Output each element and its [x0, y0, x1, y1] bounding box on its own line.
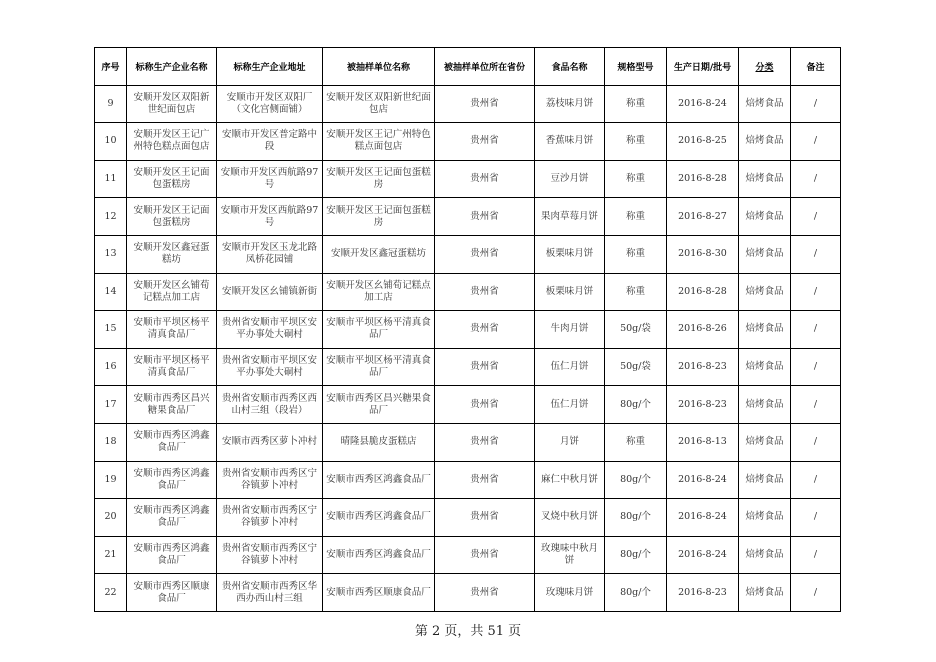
- cell-category: 焙烤食品: [739, 499, 791, 537]
- cell-address: 安顺市西秀区萝卜冲村: [217, 423, 323, 461]
- cell-province: 贵州省: [435, 123, 535, 161]
- cell-date: 2016-8-28: [667, 273, 739, 311]
- cell-sampled-unit: 安顺市平坝区杨平清真食品厂: [323, 311, 435, 349]
- cell-date: 2016-8-24: [667, 461, 739, 499]
- cell-manufacturer: 安顺市西秀区昌兴糖果食品厂: [127, 386, 217, 424]
- cell-note: /: [791, 198, 841, 236]
- cell-no: 11: [95, 160, 127, 198]
- cell-manufacturer: 安顺市西秀区鸿鑫食品厂: [127, 499, 217, 537]
- cell-sampled-unit: 安顺市西秀区鸿鑫食品厂: [323, 499, 435, 537]
- cell-spec: 80g/个: [605, 386, 667, 424]
- cell-food: 板栗味月饼: [535, 273, 605, 311]
- header-category: 分类: [739, 48, 791, 86]
- sampling-table-container: [94, 47, 840, 612]
- table-row: [95, 273, 841, 311]
- cell-province: 贵州省: [435, 423, 535, 461]
- table-row: [95, 235, 841, 273]
- header-spec: 规格型号: [605, 48, 667, 86]
- cell-date: 2016-8-24: [667, 499, 739, 537]
- table-row: [95, 348, 841, 386]
- cell-spec: 称重: [605, 160, 667, 198]
- cell-manufacturer: 安顺市西秀区鸿鑫食品厂: [127, 461, 217, 499]
- cell-no: 20: [95, 499, 127, 537]
- cell-food: 玫瑰味中秋月饼: [535, 536, 605, 574]
- cell-manufacturer: 安顺开发区王记广州特色糕点面包店: [127, 123, 217, 161]
- cell-address: 贵州省安顺市西秀区西山村三组（段岩）: [217, 386, 323, 424]
- cell-sampled-unit: 晴隆县脆皮蛋糕店: [323, 423, 435, 461]
- cell-food: 牛肉月饼: [535, 311, 605, 349]
- cell-no: 12: [95, 198, 127, 236]
- cell-date: 2016-8-26: [667, 311, 739, 349]
- cell-manufacturer: 安顺开发区幺铺荀记糕点加工店: [127, 273, 217, 311]
- cell-note: /: [791, 423, 841, 461]
- cell-sampled-unit: 安顺开发区王记面包蛋糕房: [323, 198, 435, 236]
- cell-category: 焙烤食品: [739, 235, 791, 273]
- cell-no: 10: [95, 123, 127, 161]
- cell-manufacturer: 安顺市平坝区杨平清真食品厂: [127, 311, 217, 349]
- cell-category: 焙烤食品: [739, 536, 791, 574]
- cell-sampled-unit: 安顺市西秀区鸿鑫食品厂: [323, 536, 435, 574]
- cell-note: /: [791, 386, 841, 424]
- cell-no: 19: [95, 461, 127, 499]
- header-manufacturer: 标称生产企业名称: [127, 48, 217, 86]
- cell-date: 2016-8-28: [667, 160, 739, 198]
- cell-spec: 50g/袋: [605, 348, 667, 386]
- cell-province: 贵州省: [435, 311, 535, 349]
- cell-category: 焙烤食品: [739, 160, 791, 198]
- cell-food: 伍仁月饼: [535, 348, 605, 386]
- cell-date: 2016-8-27: [667, 198, 739, 236]
- cell-note: /: [791, 160, 841, 198]
- cell-manufacturer: 安顺市西秀区顺康食品厂: [127, 574, 217, 612]
- cell-manufacturer: 安顺开发区鑫冠蛋糕坊: [127, 235, 217, 273]
- cell-category: 焙烤食品: [739, 423, 791, 461]
- cell-note: /: [791, 311, 841, 349]
- sampling-results-table: [94, 47, 841, 612]
- cell-sampled-unit: 安顺开发区幺铺荀记糕点加工店: [323, 273, 435, 311]
- cell-province: 贵州省: [435, 85, 535, 123]
- cell-category: 焙烤食品: [739, 198, 791, 236]
- cell-no: 14: [95, 273, 127, 311]
- cell-sampled-unit: 安顺开发区鑫冠蛋糕坊: [323, 235, 435, 273]
- cell-province: 贵州省: [435, 160, 535, 198]
- cell-category: 焙烤食品: [739, 273, 791, 311]
- cell-address: 贵州省安顺市西秀区华西办西山村三组: [217, 574, 323, 612]
- table-row: [95, 423, 841, 461]
- cell-no: 9: [95, 85, 127, 123]
- cell-note: /: [791, 461, 841, 499]
- cell-category: 焙烤食品: [739, 85, 791, 123]
- cell-address: 贵州省安顺市平坝区安平办事处大硐村: [217, 311, 323, 349]
- cell-sampled-unit: 安顺市西秀区昌兴糖果食品厂: [323, 386, 435, 424]
- cell-address: 安顺市开发区西航路97号: [217, 198, 323, 236]
- cell-address: 安顺市开发区普定路中段: [217, 123, 323, 161]
- cell-food: 香蕉味月饼: [535, 123, 605, 161]
- cell-food: 伍仁月饼: [535, 386, 605, 424]
- cell-address: 安顺市开发区玉龙北路凤桥花园铺: [217, 235, 323, 273]
- cell-address: 贵州省安顺市西秀区宁谷镇萝卜冲村: [217, 536, 323, 574]
- cell-note: /: [791, 348, 841, 386]
- cell-sampled-unit: 安顺市西秀区顺康食品厂: [323, 574, 435, 612]
- cell-spec: 80g/个: [605, 499, 667, 537]
- cell-category: 焙烤食品: [739, 348, 791, 386]
- cell-food: 月饼: [535, 423, 605, 461]
- header-note: 备注: [791, 48, 841, 86]
- cell-no: 18: [95, 423, 127, 461]
- cell-no: 13: [95, 235, 127, 273]
- cell-note: /: [791, 85, 841, 123]
- cell-address: 安顺开发区幺铺镇新街: [217, 273, 323, 311]
- table-row: [95, 499, 841, 537]
- cell-spec: 80g/个: [605, 574, 667, 612]
- cell-food: 荔枝味月饼: [535, 85, 605, 123]
- cell-spec: 50g/袋: [605, 311, 667, 349]
- cell-note: /: [791, 574, 841, 612]
- cell-date: 2016-8-24: [667, 85, 739, 123]
- cell-food: 果肉草莓月饼: [535, 198, 605, 236]
- cell-manufacturer: 安顺市西秀区鸿鑫食品厂: [127, 423, 217, 461]
- header-address: 标称生产企业地址: [217, 48, 323, 86]
- cell-no: 16: [95, 348, 127, 386]
- cell-date: 2016-8-13: [667, 423, 739, 461]
- table-body: [95, 85, 841, 611]
- cell-note: /: [791, 499, 841, 537]
- cell-province: 贵州省: [435, 348, 535, 386]
- cell-category: 焙烤食品: [739, 574, 791, 612]
- cell-sampled-unit: 安顺开发区王记面包蛋糕房: [323, 160, 435, 198]
- cell-address: 安顺市开发区双阳厂（文化宫侧面铺）: [217, 85, 323, 123]
- cell-sampled-unit: 安顺开发区王记广州特色糕点面包店: [323, 123, 435, 161]
- cell-date: 2016-8-30: [667, 235, 739, 273]
- cell-province: 贵州省: [435, 461, 535, 499]
- cell-spec: 称重: [605, 198, 667, 236]
- cell-note: /: [791, 273, 841, 311]
- cell-manufacturer: 安顺开发区王记面包蛋糕房: [127, 198, 217, 236]
- header-province: 被抽样单位所在省份: [435, 48, 535, 86]
- table-row: [95, 461, 841, 499]
- cell-address: 贵州省安顺市平坝区安平办事处大硐村: [217, 348, 323, 386]
- cell-no: 21: [95, 536, 127, 574]
- cell-date: 2016-8-23: [667, 386, 739, 424]
- header-food: 食品名称: [535, 48, 605, 86]
- cell-spec: 80g/个: [605, 461, 667, 499]
- cell-sampled-unit: 安顺市平坝区杨平清真食品厂: [323, 348, 435, 386]
- cell-category: 焙烤食品: [739, 386, 791, 424]
- cell-category: 焙烤食品: [739, 123, 791, 161]
- cell-address: 贵州省安顺市西秀区宁谷镇萝卜冲村: [217, 461, 323, 499]
- cell-spec: 称重: [605, 423, 667, 461]
- cell-note: /: [791, 536, 841, 574]
- cell-province: 贵州省: [435, 386, 535, 424]
- cell-spec: 称重: [605, 235, 667, 273]
- cell-manufacturer: 安顺开发区王记面包蛋糕房: [127, 160, 217, 198]
- cell-manufacturer: 安顺市平坝区杨平清真食品厂: [127, 348, 217, 386]
- cell-date: 2016-8-23: [667, 348, 739, 386]
- cell-food: 叉烧中秋月饼: [535, 499, 605, 537]
- cell-manufacturer: 安顺市西秀区鸿鑫食品厂: [127, 536, 217, 574]
- table-row: [95, 311, 841, 349]
- cell-spec: 称重: [605, 273, 667, 311]
- cell-category: 焙烤食品: [739, 311, 791, 349]
- cell-province: 贵州省: [435, 273, 535, 311]
- header-sampled-unit: 被抽样单位名称: [323, 48, 435, 86]
- cell-spec: 称重: [605, 85, 667, 123]
- cell-spec: 80g/个: [605, 536, 667, 574]
- table-row: [95, 536, 841, 574]
- cell-sampled-unit: 安顺开发区双阳新世纪面包店: [323, 85, 435, 123]
- table-header-row: [95, 48, 841, 86]
- cell-province: 贵州省: [435, 574, 535, 612]
- cell-date: 2016-8-24: [667, 536, 739, 574]
- cell-food: 板栗味月饼: [535, 235, 605, 273]
- cell-no: 22: [95, 574, 127, 612]
- header-date: 生产日期/批号: [667, 48, 739, 86]
- page-footer: 第 2 页，共 51 页: [414, 624, 522, 639]
- cell-no: 17: [95, 386, 127, 424]
- cell-food: 玫瑰味月饼: [535, 574, 605, 612]
- table-row: [95, 574, 841, 612]
- cell-date: 2016-8-23: [667, 574, 739, 612]
- cell-category: 焙烤食品: [739, 461, 791, 499]
- cell-no: 15: [95, 311, 127, 349]
- cell-address: 安顺市开发区西航路97号: [217, 160, 323, 198]
- cell-date: 2016-8-25: [667, 123, 739, 161]
- cell-note: /: [791, 123, 841, 161]
- cell-spec: 称重: [605, 123, 667, 161]
- cell-province: 贵州省: [435, 198, 535, 236]
- table-row: [95, 160, 841, 198]
- cell-province: 贵州省: [435, 536, 535, 574]
- cell-note: /: [791, 235, 841, 273]
- header-no: 序号: [95, 48, 127, 86]
- table-row: [95, 386, 841, 424]
- table-row: [95, 198, 841, 236]
- cell-sampled-unit: 安顺市西秀区鸿鑫食品厂: [323, 461, 435, 499]
- cell-province: 贵州省: [435, 235, 535, 273]
- cell-food: 麻仁中秋月饼: [535, 461, 605, 499]
- cell-manufacturer: 安顺开发区双阳新世纪面包店: [127, 85, 217, 123]
- cell-food: 豆沙月饼: [535, 160, 605, 198]
- cell-province: 贵州省: [435, 499, 535, 537]
- table-row: [95, 85, 841, 123]
- table-row: [95, 123, 841, 161]
- cell-address: 贵州省安顺市西秀区宁谷镇萝卜冲村: [217, 499, 323, 537]
